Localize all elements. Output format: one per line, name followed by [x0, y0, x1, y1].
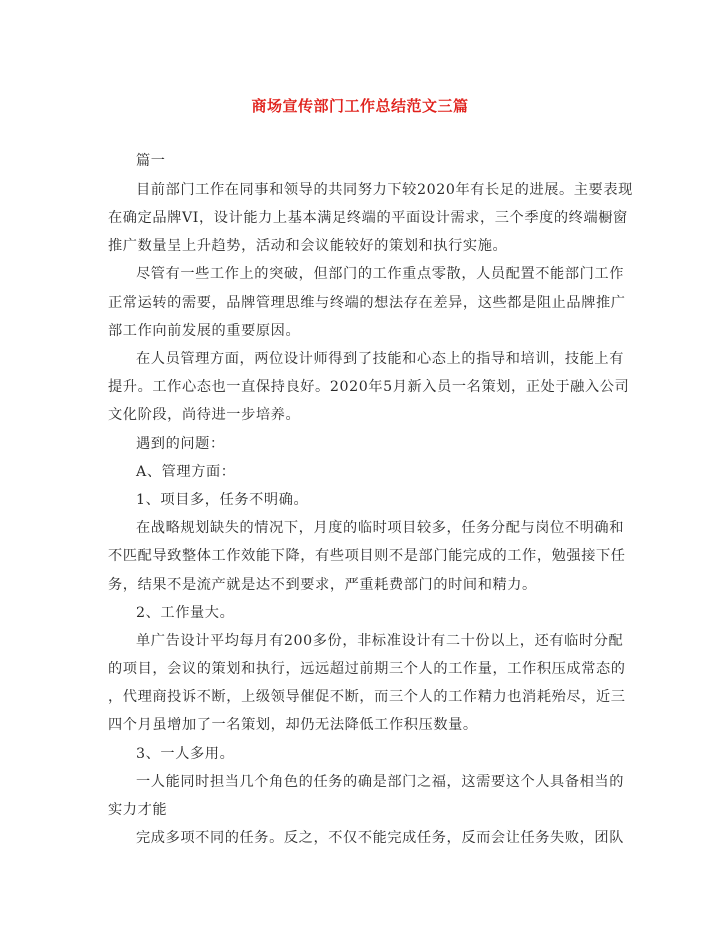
list-heading: 2、工作量大。 [136, 605, 235, 621]
paragraph-line: 一人能同时担当几个角色的任务的确是部门之福，这需要这个人具备相当的 [136, 774, 624, 790]
paragraph-line: 提升。工作心态也一直保持良好。2020年5月新入员一名策划，正处于融入公司 [108, 379, 630, 395]
paragraph-line: 部工作向前发展的重要原因。 [108, 323, 301, 339]
paragraph-line: 在战略规划缺失的情况下，月度的临时项目较多，任务分配与岗位不明确和 [136, 520, 624, 536]
paragraph-line: 目前部门工作在同事和领导的共同努力下较2020年有长足的进展。主要表现 [136, 182, 633, 198]
paragraph-line: 的项目，会议的策划和执行，远远超过前期三个人的工作量，工作积压成常态的 [108, 661, 626, 677]
paragraph-line: 尽管有一些工作上的突破，但部门的工作重点零散，人员配置不能部门工作 [136, 266, 624, 282]
paragraph-line: ，代理商投诉不断，上级领导催促不断，而三个人的工作精力也消耗殆尽，近三 [108, 689, 626, 705]
paragraph-line: 文化阶段，尚待进一步培养。 [108, 407, 301, 423]
paragraph-line: 务，结果不是流产就是达不到要求，严重耗费部门的时间和精力。 [108, 577, 537, 593]
paragraph-line: 在确定品牌VI，设计能力上基本满足终端的平面设计需求，三个季度的终端橱窗 [108, 210, 628, 226]
paragraph-line: 在人员管理方面，两位设计师得到了技能和心态上的指导和培训，技能上有 [136, 351, 624, 367]
paragraph-line: 正常运转的需要，品牌管理思维与终端的想法存在差异，这些都是阻止品牌推广 [108, 295, 626, 311]
subheading: 遇到的问题： [136, 436, 225, 452]
paragraph-line: 四个月虽增加了一名策划，却仍无法降低工作积压数量。 [108, 717, 478, 733]
section-heading: 篇一 [136, 153, 166, 169]
document-title: 商场宣传部门工作总结范文三篇 [251, 97, 469, 115]
paragraph-line: 推广数量呈上升趋势，活动和会议能较好的策划和执行实施。 [108, 238, 508, 254]
paragraph-line: 实力才能 [108, 802, 168, 818]
paragraph-line: 单广告设计平均每月有200多份，非标准设计有二十份以上，还有临时分配 [136, 633, 624, 649]
list-heading: 3、一人多用。 [136, 746, 235, 762]
paragraph-line: 完成多项不同的任务。反之，不仅不能完成任务，反而会让任务失败，团队 [136, 830, 624, 846]
paragraph-line: 不匹配导致整体工作效能下降，有些项目则不是部门能完成的工作，勉强接下任 [108, 548, 626, 564]
list-heading: 1、项目多，任务不明确。 [136, 492, 309, 508]
subheading: A、管理方面： [136, 464, 236, 480]
